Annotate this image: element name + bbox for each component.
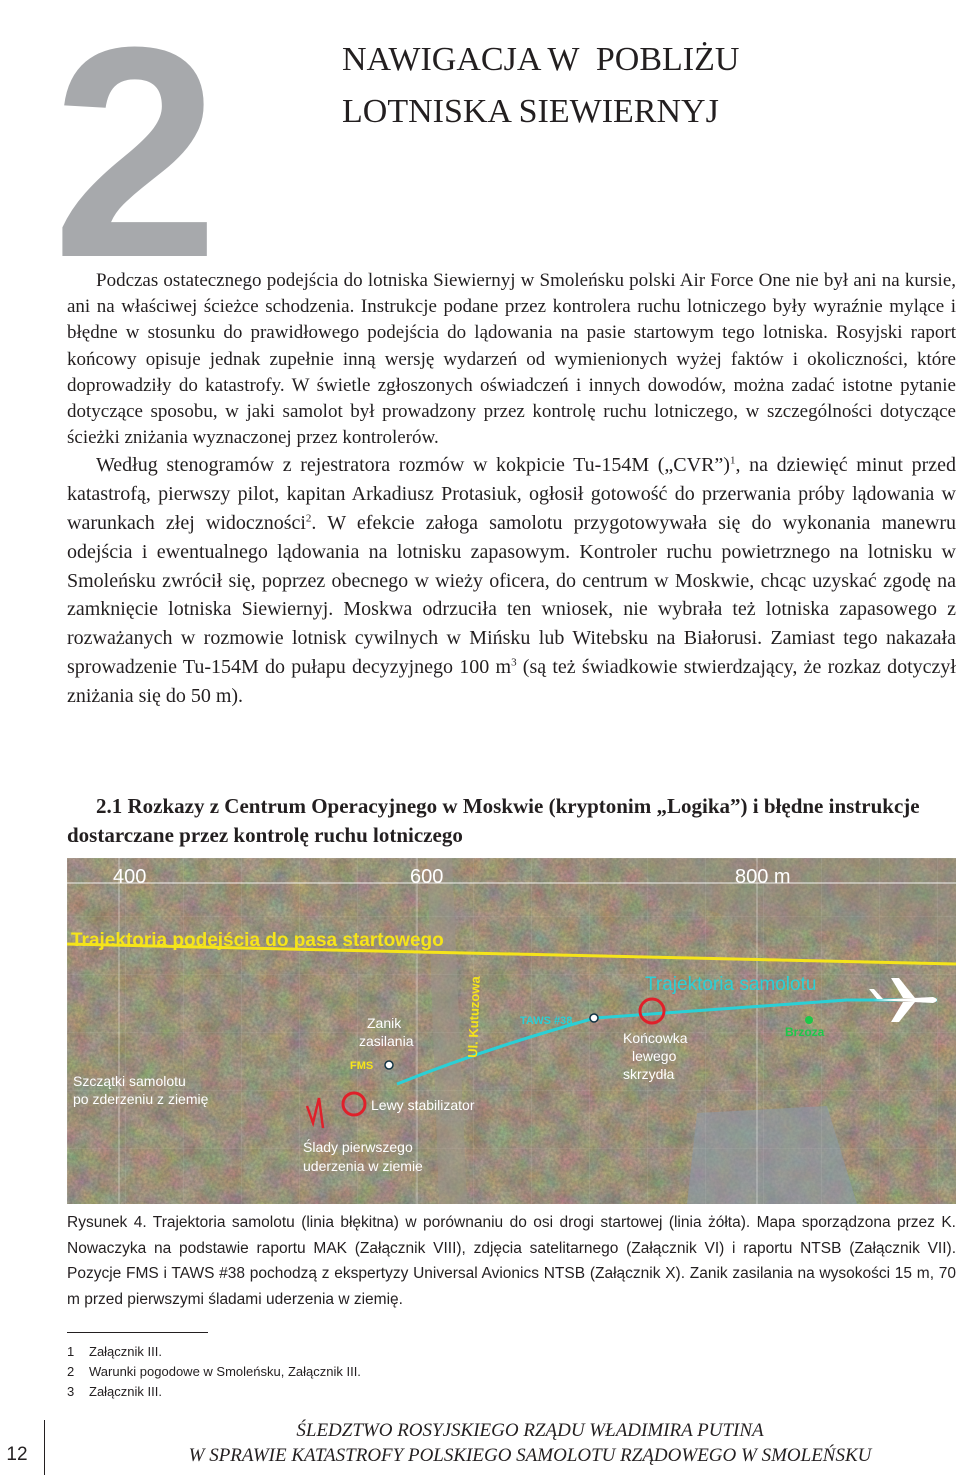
page-number: 12 [6, 1444, 28, 1465]
satellite-map-figure [67, 858, 956, 1204]
paragraph-2-part-c: . W efekcie załoga samolotu przygotowywała się do wykonania manewru odejścia i ewentualnego lądowania na lotnisku zapasowym. Kontroler ruchu powietrznego na lotnisku w Smoleńsku zwrócił się, poprzez obecnego w wieży oficera, do centrum w Moskwie, chcąc uzyskać zgodę na zamknięcie lotniska Siewiernyj. Moskwa odrzuciła ten wniosek, nie wybrała też lotniska zapasowego z rozważanych w rozmowie lotnisk cywilnych w Mińsku lub Witebsku na Białorusi. Zamiast tego nakazała sprowadzenie Tu-154M do pułapu decyzyjnego 100 m [67, 512, 957, 678]
footnote-number: 1 [67, 1344, 75, 1359]
track-label: Trajektoria samolotu [645, 974, 817, 995]
satellite-map [67, 858, 956, 1204]
fms-marker [385, 1061, 393, 1069]
wreckage-line-1: Szczątki samolotu [73, 1073, 186, 1089]
scale-400-label: 400 [113, 866, 147, 888]
scale-600-label: 600 [410, 866, 444, 888]
taws-marker [590, 1014, 598, 1022]
footnote-text: Warunki pogodowe w Smoleńsku, Załącznik III. [89, 1364, 361, 1379]
chapter-title-line-2: LOTNISKA SIEWIERNYJ [342, 93, 719, 130]
footnote-2 [67, 1362, 361, 1382]
footnote-text: Załącznik III. [89, 1344, 162, 1359]
footnote-ref-1[interactable]: 1 [729, 454, 736, 467]
street-label: Ul. Kutuzowa [465, 976, 483, 1059]
footnote-number: 2 [67, 1364, 75, 1379]
footer-line-1: ŚLEDZTWO ROSYJSKIEGO RZĄDU WŁADIMIRA PUTINA [296, 1420, 764, 1441]
taws-label: TAWS #38 [520, 1015, 573, 1027]
first-traces-line-1: Ślady pierwszego [303, 1139, 413, 1155]
footer-line-2: W SPRAWIE KATASTROFY POLSKIEGO SAMOLOTU RZĄDOWEGO W SMOLEŃSKU [188, 1445, 872, 1466]
power-loss-line-2: zasilania [359, 1033, 414, 1049]
wing-tip-line-3: skrzydła [623, 1066, 675, 1082]
paragraph-2-part-a: Według stenogramów z rejestratora rozmów w kokpicie Tu-154M („CVR”) [96, 454, 730, 477]
figure-caption: Rysunek 4. Trajektoria samolotu (linia błękitna) w porównaniu do osi drogi startowej (linia żółta). Mapa sporządzona przez K. Nowaczyka na podstawie raportu MAK (Załącznik VIII), zdjęcia satelitarnego (Załącznik VI) i raportu NTSB (Załącznik VII). Pozycje FMS i TAWS #38 pochodzą z ekspertyzy Universal Avionics NTSB (Załącznik X). Zanik zasilania na wysokości 15 m, 70 m przed pierwszymi śladami uderzenia w ziemię. [67, 1214, 956, 1308]
scale-800-label: 800 m [735, 866, 791, 888]
wing-tip-line-2: lewego [632, 1048, 677, 1064]
approach-label: Trajektoria podejścia do pasa startowego [71, 930, 444, 951]
footnote-divider [67, 1332, 208, 1333]
footnote-ref-3[interactable]: 3 [511, 656, 517, 669]
running-footer [100, 1418, 960, 1468]
birch-marker [805, 1016, 813, 1024]
footer-divider [44, 1420, 45, 1475]
body-text [67, 268, 956, 711]
wreckage-line-2: po zderzeniu z ziemię [73, 1091, 209, 1107]
footnote-1 [67, 1342, 361, 1362]
footnotes [67, 1342, 361, 1402]
footnote-3 [67, 1382, 361, 1402]
paragraph-2-part-b: , na dziewięć minut przed katastrofą, pierwszy pilot, kapitan Arkadiusz Protasiuk, ogłosił gotowość do przerwania próby lądowania w warunkach złej widoczności [67, 454, 956, 535]
footnote-number: 3 [67, 1384, 75, 1399]
footnote-ref-2[interactable]: 2 [305, 512, 312, 525]
first-traces-line-2: uderzenia w ziemie [303, 1158, 423, 1174]
chapter-number: 2 [52, 0, 209, 320]
chapter-title [342, 34, 739, 138]
chapter-title-line-1: NAWIGACJA W POBLIŻU [342, 41, 740, 78]
stabilizer-label: Lewy stabilizator [371, 1097, 475, 1113]
fms-label: FMS [350, 1060, 374, 1072]
paragraph-2 [67, 451, 956, 710]
wing-tip-line-1: Końcowka [623, 1030, 688, 1046]
section-heading: 2.1 Rozkazy z Centrum Operacyjnego w Moskwie (kryptonim „Logika”) i błędne instrukcje dostarczane przez kontrolę ruchu lotniczego [67, 794, 920, 847]
birch-label: Brzoza [785, 1025, 825, 1039]
footnote-text: Załącznik III. [89, 1384, 162, 1399]
paragraph-2-part-d: (są też świadkowie stwierdzający, że rozkaz dotyczył zniżania się do 50 m). [67, 656, 956, 707]
paragraph-1: Podczas ostatecznego podejścia do lotniska Siewiernyj w Smoleńsku polski Air Force One nie był ani na kursie, ani na właściwej ścieżce schodzenia. Instrukcje podane przez kontrolera ruchu lotniczego były wyraźnie mylące i błędne w stosunku do prawidłowego podejścia do lądowania na pasie startowym tego lotniska. Rosyjski raport końcowy opisuje jednak zupełnie inną wersję wydarzeń od wymienionych wyżej faktów i okoliczności, które doprowadziły do katastrofy. W świetle zgłoszonych oświadczeń i innych dowodów, można zadać istotne pytanie dotyczące sposobu, w jaki samolot był prowadzony przez kontrolę ruchu lotniczego, w szczególności dotyczące ścieżki zniżania wyznaczonej przez kontrolerów. [67, 270, 956, 449]
power-loss-line-1: Zanik [367, 1015, 402, 1031]
